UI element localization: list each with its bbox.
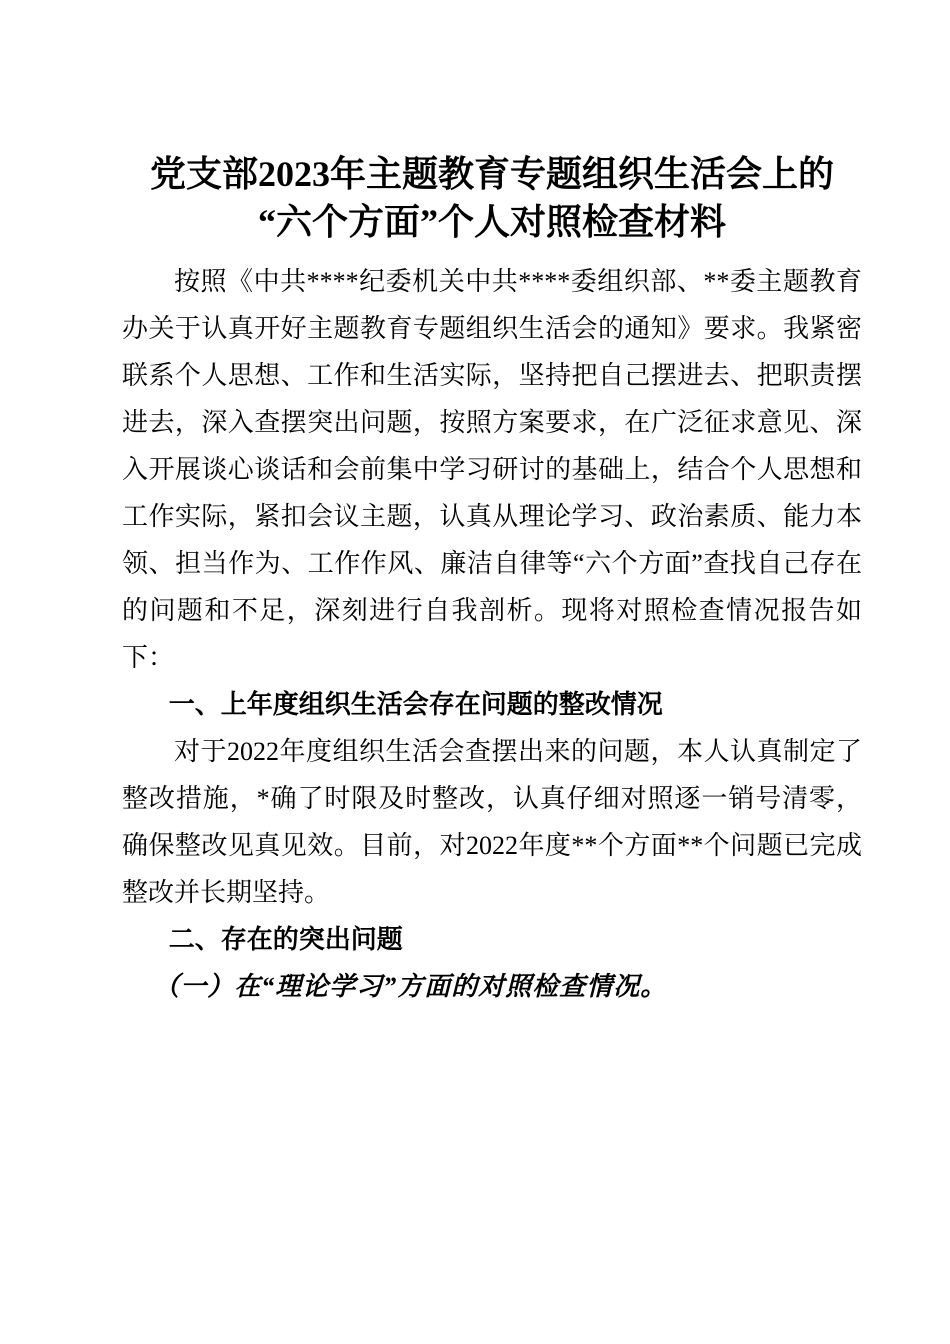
section-1-heading: 一、上年度组织生活会存在问题的整改情况 [168, 689, 663, 719]
intro-paragraph: 按照《中共****纪委机关中共****委组织部、**委主题教育办关于认真开好主题教育专题组织生活会的通知》要求。我紧密联系个人思想、工作和生活实际，坚持把自己摆进去、把职责摆进去，深入查摆突出问题，按照方案要求，在广泛征求意见、深入开展谈心谈话和会前集中学习研讨的基础上，结合个人思想和工作实际，紧扣会议主题，认真从理论学习、政治素质、能力本领、担当作为、工作作风、廉洁自律等“六个方面”查找自己存在的问题和不足，深刻进行自我剖析。现将对照检查情况报告如下： [122, 267, 862, 672]
document-title-line-2: “六个方面”个人对照检查材料 [257, 202, 726, 242]
document-title [122, 150, 862, 246]
subsection-1-heading: （一）在“理论学习”方面的对照检查情况。 [153, 972, 668, 1001]
section-2-heading: 二、存在的突出问题 [168, 924, 403, 954]
section-1-paragraph: 对于2022年度组织生活会查摆出来的问题，本人认真制定了整改措施，*确了时限及时整改，认真仔细对照逐一销号清零，确保整改见真见效。目前，对2022年度**个方面**个问题已完成整改并长期坚持。 [122, 737, 862, 907]
document-title-line-1: 党支部2023年主题教育专题组织生活会上的 [149, 154, 834, 194]
